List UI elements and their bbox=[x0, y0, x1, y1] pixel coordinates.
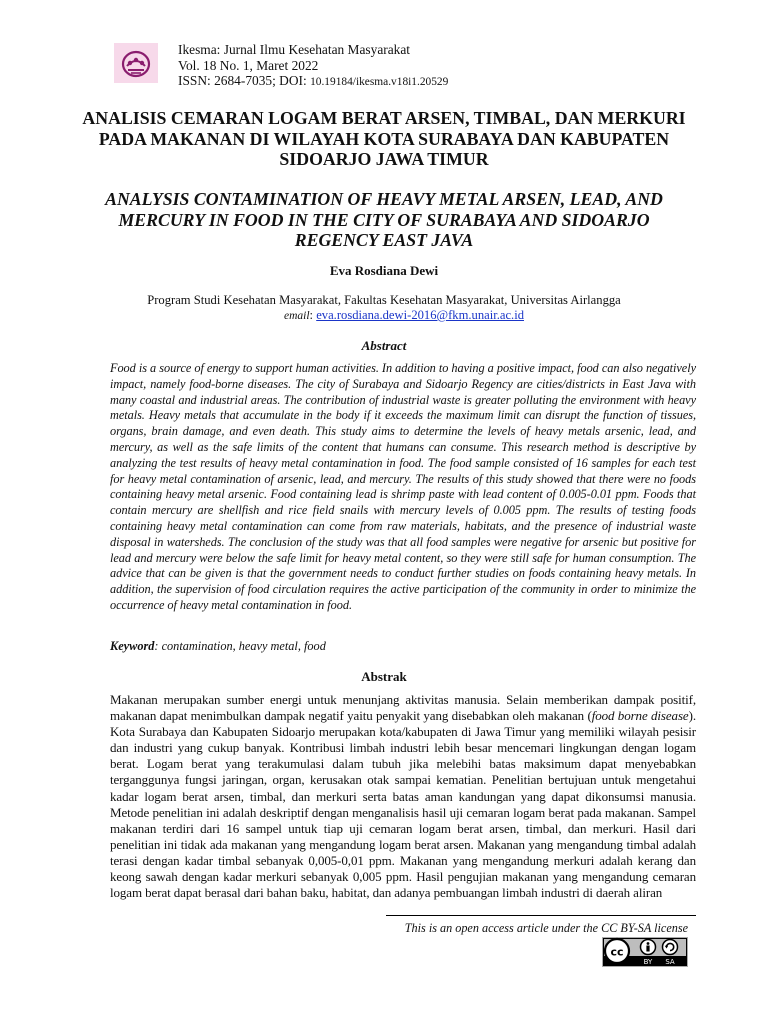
abstrak-part-1: Makanan merupakan sumber energi untuk menunjang aktivitas manusia. Selain memberikan dampak positif, makanan dapat menimbulkan dampak negatif yaitu penyakit yang disebabkan oleh makanan ( bbox=[110, 692, 696, 724]
email-label: email bbox=[283, 310, 310, 322]
email-link[interactable]: eva.rosdiana.dewi-2016@fkm.unair.ac.id bbox=[316, 308, 524, 322]
title-english: ANALYSIS CONTAMINATION OF HEAVY METAL ARSEN, LEAD, AND MERCURY IN FOOD IN THE CITY OF SURABAYA AND SIDOARJO REGENCY EAST JAVA bbox=[105, 189, 663, 250]
title-indonesian: ANALISIS CEMARAN LOGAM BERAT ARSEN, TIMBAL, DAN MERKURI PADA MAKANAN DI WILAYAH KOTA SURABAYA DAN KABUPATEN SIDOARJO JAWA TIMUR bbox=[82, 108, 686, 169]
abstract-text: Food is a source of energy to support human activities. In addition to having a positive impact, food can also negatively impact, namely food-borne diseases. The city of Surabaya and Sidoarjo Regency are cities/districts in East Java with many coastal and industrial areas. The contribution of industrial waste is greater polluting the environment with heavy metals. Heavy metals that accumulate in the body if it exceeds the maximum limit can disrupt the function of tissues, organs, brain damage, and even death. This study aims to determine the levels of heavy metals arsenic, lead, and mercury, as well as the safe limits of the content that humans can consume. This research method is descriptive by analyzing the test results of heavy metal contamination in food. The food sample consisted of 16 samples for each test for heavy metal contamination of arsenic, lead, and mercury. The results of this study showed that there were no foods containing heavy metal arsenic. Food containing lead is shrimp paste with lead content of 0.005-0.01 ppm. Foods that contain mercury are shellfish and rice field snails with mercury levels of 0.005 ppm. The results of testing foods containing heavy metal contamination can come from raw materials, habitats, and the presence of industrial waste disposal in watersheds. The conclusion of the study was that all food samples were negative for arsenic but positive for lead and mercury were below the safe limit for heavy metal content, so they were still safe for human consumption. The advice that can be given is that the government needs to conduct further studies on foods containing heavy metals. In addition, the supervision of food circulation requires the active participation of the community in order to minimize the occurrence of heavy metal contamination in food. bbox=[110, 361, 696, 612]
abstrak-italic-term: food borne disease bbox=[591, 708, 689, 724]
journal-issn-doi bbox=[178, 73, 448, 91]
keyword-values: : contamination, heavy metal, food bbox=[154, 639, 326, 653]
author-affiliation: Program Studi Kesehatan Masyarakat, Fakultas Kesehatan Masyarakat, Universitas Airlangga bbox=[147, 293, 621, 307]
abstrak-heading: Abstrak bbox=[361, 669, 407, 684]
keyword-label: Keyword bbox=[110, 639, 155, 653]
abstrak-text bbox=[110, 692, 696, 901]
journal-name: Ikesma: Jurnal Ilmu Kesehatan Masyarakat bbox=[178, 42, 411, 57]
badge-sa-label: SA bbox=[665, 958, 675, 966]
issn-text: ISSN: 2684-7035; DOI: bbox=[178, 73, 311, 88]
journal-logo-icon bbox=[114, 43, 158, 83]
footer-divider bbox=[386, 915, 696, 916]
doi-link[interactable]: 10.19184/ikesma.v18i1.20529 bbox=[310, 76, 449, 88]
cc-by-sa-icon[interactable] bbox=[602, 937, 688, 967]
abstract-heading: Abstract bbox=[361, 338, 407, 353]
author-email: email: eva.rosdiana.dewi-2016@fkm.unair.ac.id bbox=[283, 308, 524, 322]
journal-volume: Vol. 18 No. 1, Maret 2022 bbox=[178, 57, 319, 73]
abstrak-part-2: ). Kota Surabaya dan Kabupaten Sidoarjo merupakan kota/kabupaten di Jawa Timur yang memiliki wilayah pesisir dan industri yang cukup banyak. Kontribusi limbah industri lebih besar mencemari lingkungan dengan logam berat. Logam berat yang terakumulasi dalam tubuh jika melebihi batas maksimum dapat menyebabkan terganggunya fungsi jaringan, organ, kerusakan otak sampai kematian. Penelitian bertujuan untuk mengetahui kadar logam berat arsen, timbal, dan merkuri serta batas aman kandungan yang dapat dikonsumsi manusia. Metode penelitian ini adalah deskriptif dengan menganalisis hasil uji cemaran logam berat pada makanan. Sampel makanan terdiri dari 16 sampel untuk tiap uji cemaran logam berat arsen, timbal, dan merkuri. Hasil dari penelitian ini tidak ada makanan yang mengandung logam berat arsen. Makanan yang mengandung timbal adalah terasi dengan kadar timbal sebanyak 0,005-0,01 ppm. Makanan yang mengandung merkuri adalah kerang dan keong sawah dengan kadar merkuri sebanyak 0,005 ppm. Hasil pengujian makanan yang mengandung cemaran logam berat dapat berasal dari bahan baku, habitat, dan adanya pembuangan limbah industri di daerah aliran bbox=[110, 708, 696, 901]
journal-header bbox=[178, 42, 448, 91]
license-statement: This is an open access article under the CC BY-SA license bbox=[404, 921, 688, 935]
keywords bbox=[110, 639, 696, 654]
author-name: Eva Rosdiana Dewi bbox=[329, 263, 439, 278]
badge-by-label: BY bbox=[643, 958, 653, 966]
svg-text:cc: cc bbox=[610, 945, 624, 959]
